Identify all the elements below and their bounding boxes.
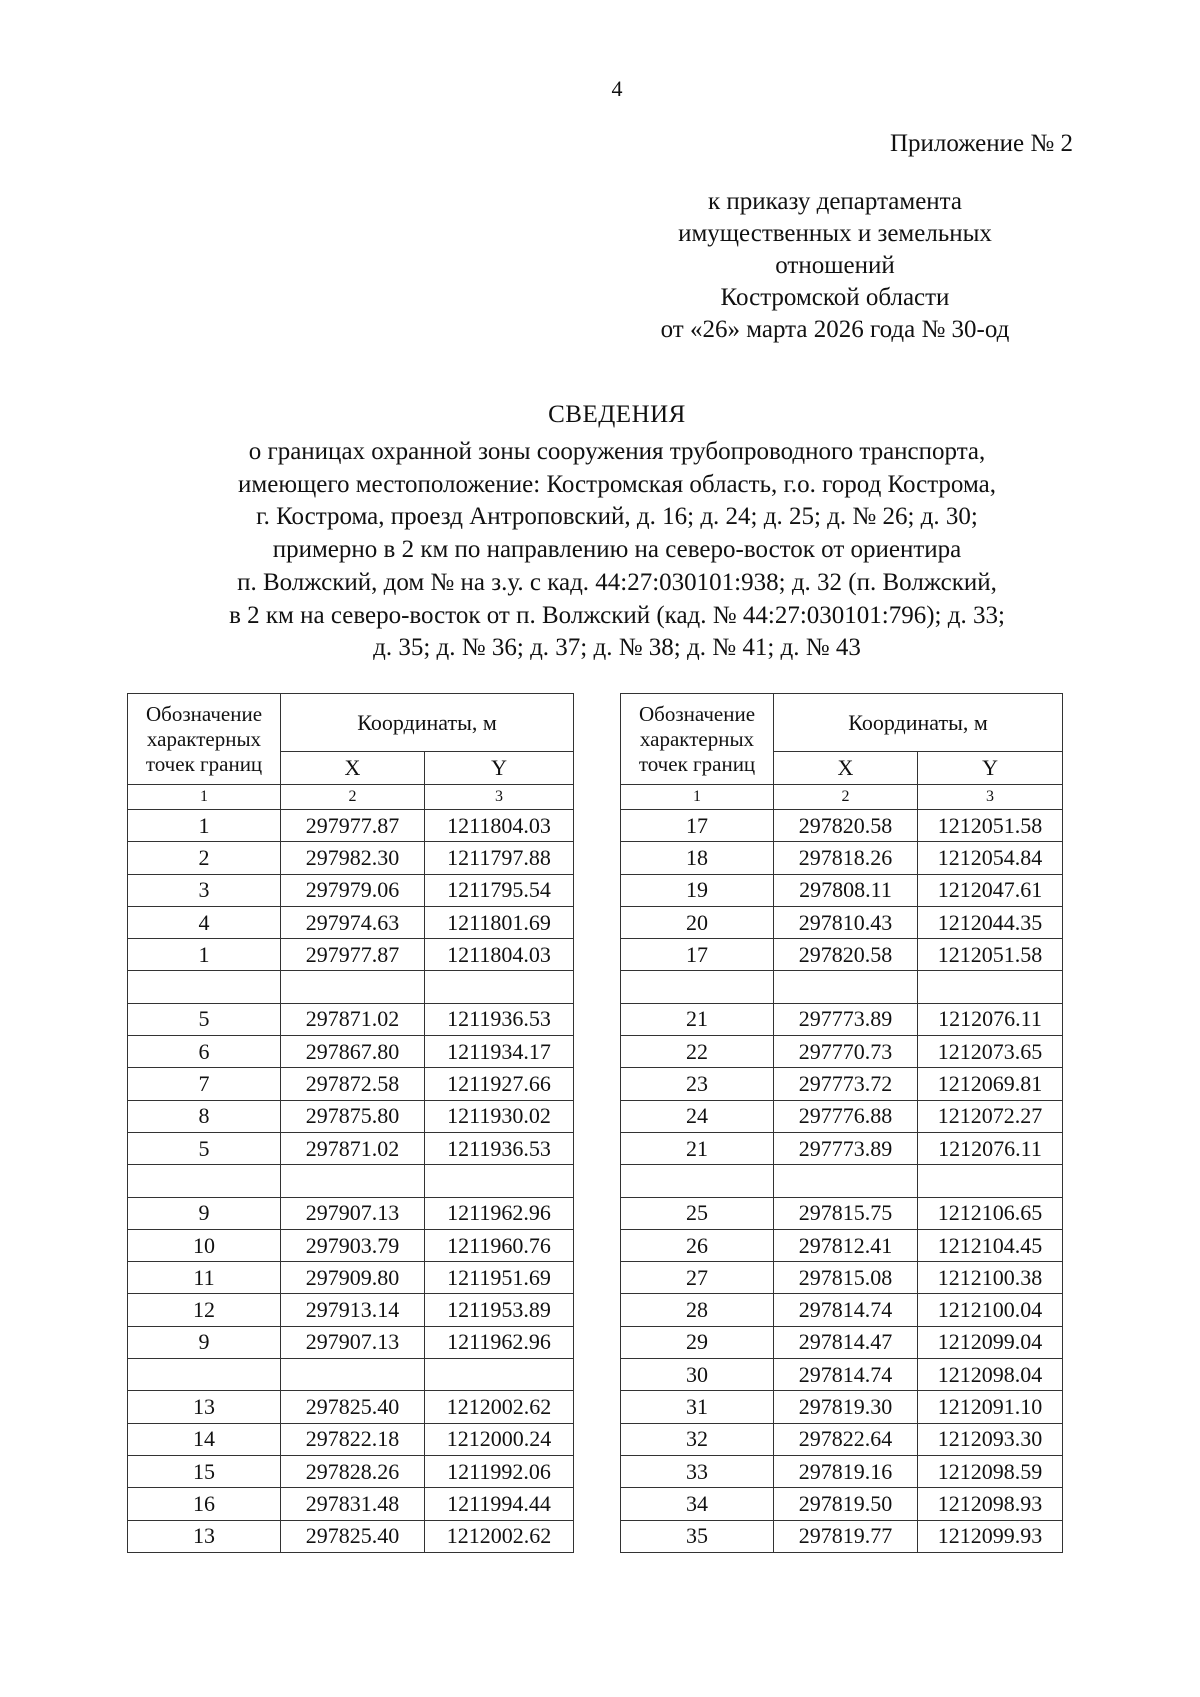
y-cell [918, 971, 1063, 1003]
y-cell: 1212047.61 [918, 874, 1063, 906]
table-row [621, 842, 1063, 874]
point-cell: 5 [128, 1132, 281, 1164]
point-cell [128, 1359, 281, 1391]
point-cell: 17 [621, 939, 774, 971]
table-row [128, 1197, 574, 1229]
table-row [621, 1100, 1063, 1132]
table-body [621, 810, 1063, 1553]
y-cell: 1212106.65 [918, 1197, 1063, 1229]
x-cell: 297871.02 [281, 1003, 425, 1035]
point-cell: 22 [621, 1036, 774, 1068]
x-cell: 297979.06 [281, 874, 425, 906]
y-cell: 1212000.24 [425, 1423, 574, 1455]
y-cell: 1211934.17 [425, 1036, 574, 1068]
subtitle-line: имеющего местоположение: Костромская область, г.о. город Кострома, [238, 470, 996, 498]
y-cell: 1212098.93 [918, 1488, 1063, 1520]
point-cell: 13 [128, 1391, 281, 1423]
table-row [621, 1488, 1063, 1520]
x-cell: 297982.30 [281, 842, 425, 874]
point-cell: 27 [621, 1262, 774, 1294]
order-reference [625, 186, 1045, 346]
table-row [621, 1520, 1063, 1552]
x-cell: 297825.40 [281, 1391, 425, 1423]
y-cell: 1212099.93 [918, 1520, 1063, 1552]
x-cell: 297814.74 [774, 1294, 918, 1326]
point-cell: 2 [128, 842, 281, 874]
column-number: 1 [128, 785, 281, 810]
header-point-designation [128, 694, 281, 785]
table-row [621, 1423, 1063, 1455]
y-cell: 1212076.11 [918, 1132, 1063, 1164]
x-cell: 297828.26 [281, 1455, 425, 1487]
table-row [128, 1036, 574, 1068]
x-cell: 297820.58 [774, 810, 918, 842]
point-cell: 1 [128, 939, 281, 971]
header-point-designation [621, 694, 774, 785]
x-cell: 297872.58 [281, 1068, 425, 1100]
table-row [128, 1068, 574, 1100]
point-cell [621, 1165, 774, 1197]
x-cell [774, 971, 918, 1003]
x-cell: 297907.13 [281, 1197, 425, 1229]
point-cell: 17 [621, 810, 774, 842]
x-cell: 297814.47 [774, 1326, 918, 1358]
header-y: Y [425, 752, 574, 785]
table-row [621, 906, 1063, 938]
table-body [128, 810, 574, 1553]
point-cell [621, 971, 774, 1003]
y-cell: 1212100.04 [918, 1294, 1063, 1326]
header-coordinates: Координаты, м [774, 694, 1063, 752]
table-row [128, 1520, 574, 1552]
separator-row [128, 971, 574, 1003]
appendix-title: Приложение № 2 [889, 130, 1073, 157]
y-cell: 1212002.62 [425, 1391, 574, 1423]
x-cell: 297808.11 [774, 874, 918, 906]
y-cell: 1212076.11 [918, 1003, 1063, 1035]
y-cell: 1212073.65 [918, 1036, 1063, 1068]
y-cell: 1211927.66 [425, 1068, 574, 1100]
y-cell: 1211951.69 [425, 1262, 574, 1294]
point-cell: 32 [621, 1423, 774, 1455]
x-cell: 297822.64 [774, 1423, 918, 1455]
x-cell: 297776.88 [774, 1100, 918, 1132]
y-cell: 1211994.44 [425, 1488, 574, 1520]
x-cell: 297867.80 [281, 1036, 425, 1068]
header-line: Обозначение [145, 701, 263, 726]
separator-row [621, 971, 1063, 1003]
x-cell: 297909.80 [281, 1262, 425, 1294]
y-cell: 1212104.45 [918, 1229, 1063, 1261]
table-row [128, 1132, 574, 1164]
y-cell: 1212098.04 [918, 1359, 1063, 1391]
x-cell: 297814.74 [774, 1359, 918, 1391]
order-line: к приказу департамента [707, 188, 963, 215]
x-cell: 297810.43 [774, 906, 918, 938]
point-cell: 1 [128, 810, 281, 842]
subtitle-line: г. Кострома, проезд Антроповский, д. 16; д. 24; д. 25; д. № 26; д. 30; [256, 503, 978, 531]
header-line: точек границ [638, 751, 756, 776]
point-cell: 9 [128, 1326, 281, 1358]
point-cell: 15 [128, 1455, 281, 1487]
x-cell: 297819.30 [774, 1391, 918, 1423]
coordinates-table-left [127, 693, 574, 1553]
point-cell: 5 [128, 1003, 281, 1035]
x-cell: 297773.89 [774, 1132, 918, 1164]
x-cell: 297907.13 [281, 1326, 425, 1358]
y-cell: 1211992.06 [425, 1455, 574, 1487]
y-cell: 1211953.89 [425, 1294, 574, 1326]
table-row [128, 1423, 574, 1455]
x-cell: 297974.63 [281, 906, 425, 938]
table-row [621, 1132, 1063, 1164]
point-cell [128, 1165, 281, 1197]
x-cell: 297822.18 [281, 1423, 425, 1455]
point-cell: 29 [621, 1326, 774, 1358]
table-row [128, 1262, 574, 1294]
x-cell: 297812.41 [774, 1229, 918, 1261]
header-x: X [281, 752, 425, 785]
y-cell [425, 1165, 574, 1197]
table-row [128, 810, 574, 842]
table-row [128, 1229, 574, 1261]
order-date-number: от «26» марта 2026 года № 30-од [660, 316, 1010, 343]
point-cell: 12 [128, 1294, 281, 1326]
point-cell: 21 [621, 1003, 774, 1035]
table-row [128, 1326, 574, 1358]
y-cell [918, 1165, 1063, 1197]
point-cell: 24 [621, 1100, 774, 1132]
x-cell: 297977.87 [281, 939, 425, 971]
coordinates-table-right [620, 693, 1063, 1553]
point-cell: 6 [128, 1036, 281, 1068]
y-cell: 1212099.04 [918, 1326, 1063, 1358]
header-line: точек границ [145, 751, 263, 776]
x-cell: 297977.87 [281, 810, 425, 842]
point-cell: 8 [128, 1100, 281, 1132]
point-cell: 30 [621, 1359, 774, 1391]
table-row [128, 939, 574, 971]
point-cell: 23 [621, 1068, 774, 1100]
x-cell: 297815.08 [774, 1262, 918, 1294]
x-cell: 297819.77 [774, 1520, 918, 1552]
column-number: 3 [918, 785, 1063, 810]
point-cell: 25 [621, 1197, 774, 1229]
y-cell: 1211804.03 [425, 810, 574, 842]
y-cell: 1211930.02 [425, 1100, 574, 1132]
x-cell [281, 1359, 425, 1391]
y-cell: 1211936.53 [425, 1132, 574, 1164]
point-cell: 7 [128, 1068, 281, 1100]
x-cell [281, 971, 425, 1003]
table-row [128, 1100, 574, 1132]
y-cell: 1212069.81 [918, 1068, 1063, 1100]
x-cell: 297820.58 [774, 939, 918, 971]
point-cell: 14 [128, 1423, 281, 1455]
y-cell: 1212054.84 [918, 842, 1063, 874]
table-row [621, 1294, 1063, 1326]
header-line: Обозначение [638, 701, 756, 726]
header-line: характерных [639, 726, 755, 751]
x-cell: 297875.80 [281, 1100, 425, 1132]
y-cell [425, 1359, 574, 1391]
table-row [128, 874, 574, 906]
x-cell: 297815.75 [774, 1197, 918, 1229]
y-cell: 1211962.96 [425, 1326, 574, 1358]
column-number: 2 [281, 785, 425, 810]
point-cell: 3 [128, 874, 281, 906]
x-cell: 297831.48 [281, 1488, 425, 1520]
y-cell: 1212072.27 [918, 1100, 1063, 1132]
y-cell: 1212100.38 [918, 1262, 1063, 1294]
point-cell: 33 [621, 1455, 774, 1487]
x-cell: 297825.40 [281, 1520, 425, 1552]
table-row [621, 1455, 1063, 1487]
x-cell: 297819.50 [774, 1488, 918, 1520]
point-cell: 9 [128, 1197, 281, 1229]
table-row [621, 1262, 1063, 1294]
y-cell: 1212098.59 [918, 1455, 1063, 1487]
y-cell: 1212091.10 [918, 1391, 1063, 1423]
separator-row [128, 1165, 574, 1197]
table-row [621, 1229, 1063, 1261]
column-number: 3 [425, 785, 574, 810]
x-cell: 297819.16 [774, 1455, 918, 1487]
table-row [621, 1197, 1063, 1229]
point-cell: 4 [128, 906, 281, 938]
y-cell: 1211795.54 [425, 874, 574, 906]
point-cell: 13 [128, 1520, 281, 1552]
separator-row [621, 1165, 1063, 1197]
point-cell: 19 [621, 874, 774, 906]
point-cell: 16 [128, 1488, 281, 1520]
point-cell: 21 [621, 1132, 774, 1164]
y-cell: 1212051.58 [918, 939, 1063, 971]
y-cell: 1212002.62 [425, 1520, 574, 1552]
y-cell: 1211960.76 [425, 1229, 574, 1261]
x-cell: 297770.73 [774, 1036, 918, 1068]
table-row [128, 1455, 574, 1487]
point-cell: 35 [621, 1520, 774, 1552]
point-cell [128, 971, 281, 1003]
table-row [621, 1003, 1063, 1035]
point-cell: 18 [621, 842, 774, 874]
table-row [621, 939, 1063, 971]
order-line: имущественных и земельных [678, 220, 992, 247]
table-row [128, 1294, 574, 1326]
point-cell: 10 [128, 1229, 281, 1261]
header-y: Y [918, 752, 1063, 785]
x-cell: 297773.72 [774, 1068, 918, 1100]
point-cell: 31 [621, 1391, 774, 1423]
x-cell [281, 1165, 425, 1197]
subtitle-line: в 2 км на северо-восток от п. Волжский (кад. № 44:27:030101:796); д. 33; [229, 601, 1005, 629]
y-cell: 1211962.96 [425, 1197, 574, 1229]
order-line: Костромской области [720, 284, 950, 311]
subtitle-line: п. Волжский, дом № на з.у. с кад. 44:27:030101:938; д. 32 (п. Волжский, [237, 568, 997, 596]
x-cell: 297871.02 [281, 1132, 425, 1164]
point-cell: 28 [621, 1294, 774, 1326]
table-row [621, 874, 1063, 906]
x-cell: 297913.14 [281, 1294, 425, 1326]
header-coordinates: Координаты, м [281, 694, 574, 752]
x-cell [774, 1165, 918, 1197]
point-cell: 20 [621, 906, 774, 938]
document-title: СВЕДЕНИЯ [548, 401, 686, 428]
y-cell: 1211804.03 [425, 939, 574, 971]
y-cell: 1211801.69 [425, 906, 574, 938]
page-number: 4 [611, 76, 623, 101]
table-row [621, 810, 1063, 842]
separator-row [128, 1359, 574, 1391]
column-number: 1 [621, 785, 774, 810]
table-row [621, 1326, 1063, 1358]
header-line: характерных [146, 726, 262, 751]
y-cell: 1212051.58 [918, 810, 1063, 842]
subtitle-line: примерно в 2 км по направлению на северо-восток от ориентира [272, 536, 962, 564]
subtitle-line: д. 35; д. № 36; д. 37; д. № 38; д. № 41; д. № 43 [373, 634, 861, 662]
table-row [128, 906, 574, 938]
x-cell: 297773.89 [774, 1003, 918, 1035]
table-row [128, 842, 574, 874]
y-cell: 1211936.53 [425, 1003, 574, 1035]
table-row [128, 1488, 574, 1520]
table-row [128, 1003, 574, 1035]
subtitle-line: о границах охранной зоны сооружения трубопроводного транспорта, [248, 438, 986, 465]
point-cell: 34 [621, 1488, 774, 1520]
y-cell: 1211797.88 [425, 842, 574, 874]
y-cell: 1212093.30 [918, 1423, 1063, 1455]
table-row [621, 1359, 1063, 1391]
point-cell: 11 [128, 1262, 281, 1294]
y-cell: 1212044.35 [918, 906, 1063, 938]
x-cell: 297903.79 [281, 1229, 425, 1261]
order-line: отношений [775, 252, 895, 279]
point-cell: 26 [621, 1229, 774, 1261]
y-cell [425, 971, 574, 1003]
document-subtitle [150, 436, 1084, 665]
table-row [621, 1391, 1063, 1423]
table-row [621, 1068, 1063, 1100]
column-number: 2 [774, 785, 918, 810]
table-row [128, 1391, 574, 1423]
x-cell: 297818.26 [774, 842, 918, 874]
header-x: X [774, 752, 918, 785]
table-row [621, 1036, 1063, 1068]
